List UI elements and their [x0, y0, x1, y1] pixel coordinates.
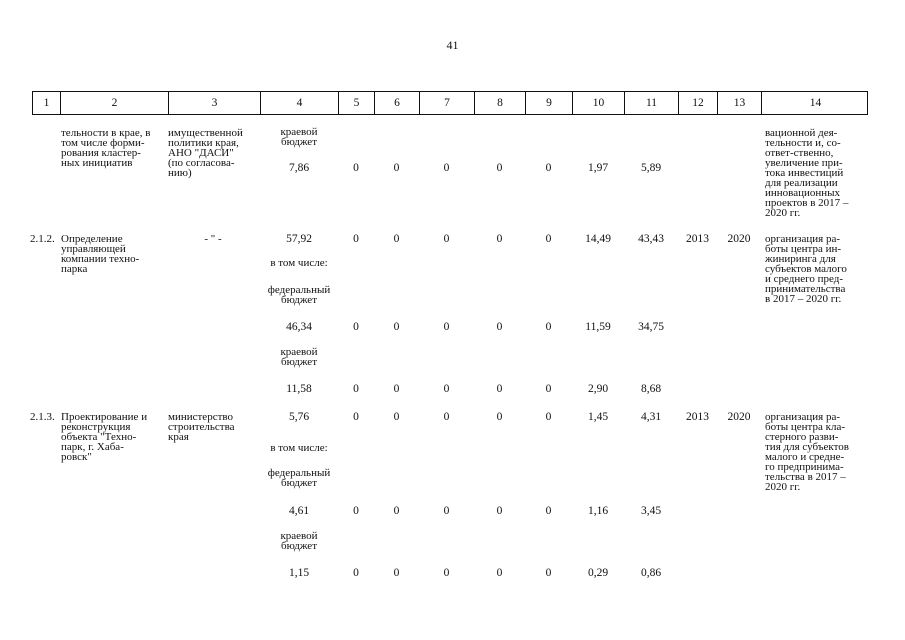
- table-cell-value: 1,16: [587, 505, 609, 517]
- table-cell-value: 0: [353, 411, 359, 423]
- table-cell-value: 5,89: [640, 162, 662, 174]
- item-executor: министерство строительства края: [168, 411, 235, 443]
- header-cell-1: 1: [33, 92, 61, 114]
- item-result: вационной дея- тельности и, со- ответ-ственно, увеличение при- тока инвестиций для реализации инновационных проектов в 2017 – 2020 гг.: [765, 127, 849, 219]
- table-cell-value: 1,45: [587, 411, 609, 423]
- header-cell-2: 2: [61, 92, 169, 114]
- table-cell-value: 14,49: [585, 233, 611, 245]
- header-cell-12: 12: [679, 92, 718, 114]
- table-cell-value: 1,97: [587, 162, 609, 174]
- table-cell-value: 5,76: [288, 411, 310, 423]
- table-cell-value: 0: [545, 233, 552, 245]
- table-cell-value: 0: [393, 383, 400, 395]
- table-cell-value: 0: [393, 567, 400, 579]
- table-cell-value: 2013: [686, 411, 709, 423]
- table-cell-value: 0: [353, 162, 359, 174]
- header-cell-8: 8: [475, 92, 526, 114]
- table-cell-value: 0: [545, 411, 552, 423]
- item-name: тельности в крае, в том числе форми- рования кластер- ных инициатив: [61, 127, 151, 169]
- header-cell-4: 4: [261, 92, 339, 114]
- table-cell-value: 0: [393, 162, 400, 174]
- header-cell-6: 6: [375, 92, 420, 114]
- header-cell-7: 7: [420, 92, 475, 114]
- table-cell-value: 0: [443, 383, 450, 395]
- page-number: 41: [446, 38, 459, 52]
- table-cell-value: 0: [353, 383, 359, 395]
- table-cell-value: 2020: [727, 411, 751, 423]
- table-cell-value: 0,29: [587, 567, 609, 579]
- table-cell-value: 4,31: [640, 411, 662, 423]
- table-cell-value: 57,92: [286, 233, 312, 245]
- item-executor: - " -: [204, 233, 222, 245]
- table-cell-value: 0: [443, 162, 450, 174]
- item-code: 2.1.2.: [30, 233, 55, 245]
- table-cell-value: 0: [496, 505, 503, 517]
- funding-source-label: краевой бюджет: [280, 346, 318, 368]
- table-cell-value: 0: [353, 567, 359, 579]
- table-cell-value: 46,34: [286, 321, 312, 333]
- table-cell-value: 0: [496, 383, 503, 395]
- funding-source-label: краевой бюджет: [280, 530, 318, 552]
- table-cell-value: 0: [545, 567, 552, 579]
- table-cell-value: 0: [496, 567, 503, 579]
- table-cell-value: 0: [545, 162, 552, 174]
- table-cell-value: 0: [353, 233, 359, 245]
- table-cell-value: 0: [443, 505, 450, 517]
- table-cell-value: 0: [545, 505, 552, 517]
- table-cell-value: 0: [496, 162, 503, 174]
- table-cell-value: 0: [443, 321, 450, 333]
- table-cell-value: 11,59: [585, 321, 611, 333]
- funding-source-label: в том числе:: [270, 442, 328, 454]
- header-cell-13: 13: [718, 92, 762, 114]
- item-name: Определение управляющей компании техно- парка: [61, 233, 140, 275]
- table-cell-value: 0: [393, 233, 400, 245]
- funding-source-label: краевой бюджет: [280, 126, 318, 148]
- table-cell-value: 1,15: [288, 567, 310, 579]
- funding-source-label: федеральный бюджет: [267, 284, 331, 306]
- table-cell-value: 3,45: [640, 505, 662, 517]
- table-cell-value: 0: [393, 321, 400, 333]
- funding-source-label: федеральный бюджет: [267, 467, 331, 489]
- table-cell-value: 34,75: [638, 321, 664, 333]
- table-cell-value: 0: [496, 411, 503, 423]
- header-cell-3: 3: [169, 92, 261, 114]
- item-name: Проектирование и реконструкция объекта "Техно- парк, г. Хаба- ровск": [61, 411, 148, 463]
- funding-source-label: в том числе:: [270, 257, 328, 269]
- item-executor: имущественной политики края, АНО "ДАСИ" (по согласова- нию): [168, 127, 243, 179]
- table-cell-value: 0: [545, 321, 552, 333]
- table-header-row: [32, 91, 868, 115]
- item-result: организация ра- боты центра ин- жиниринга для субъектов малого и среднего пред- принимательства в 2017 – 2020 гг.: [765, 233, 847, 305]
- table-cell-value: 11,58: [286, 383, 312, 395]
- table-cell-value: 0: [443, 567, 450, 579]
- table-cell-value: 0: [353, 321, 359, 333]
- header-cell-10: 10: [573, 92, 625, 114]
- table-cell-value: 0: [353, 505, 359, 517]
- table-cell-value: 2020: [727, 233, 751, 245]
- table-cell-value: 0: [393, 505, 400, 517]
- table-cell-value: 0: [443, 411, 450, 423]
- item-result: организация ра- боты центра кла- стерного разви- тия для субъектов малого и средне- го предпринима- тельства в 2017 – 2020 гг.: [765, 411, 849, 493]
- table-cell-value: 0: [496, 321, 503, 333]
- table-cell-value: 0: [496, 233, 503, 245]
- table-cell-value: 4,61: [288, 505, 310, 517]
- table-cell-value: 0,86: [640, 567, 662, 579]
- header-cell-5: 5: [339, 92, 375, 114]
- table-cell-value: 7,86: [288, 162, 310, 174]
- table-cell-value: 0: [393, 411, 400, 423]
- table-cell-value: 2013: [686, 233, 709, 245]
- table-cell-value: 0: [443, 233, 450, 245]
- item-code: 2.1.3.: [30, 411, 55, 423]
- header-cell-11: 11: [625, 92, 679, 114]
- table-cell-value: 0: [545, 383, 552, 395]
- table-cell-value: 2,90: [587, 383, 609, 395]
- header-cell-9: 9: [526, 92, 573, 114]
- header-cell-14: 14: [809, 97, 822, 109]
- table-cell-value: 43,43: [638, 233, 664, 245]
- table-cell-value: 8,68: [640, 383, 662, 395]
